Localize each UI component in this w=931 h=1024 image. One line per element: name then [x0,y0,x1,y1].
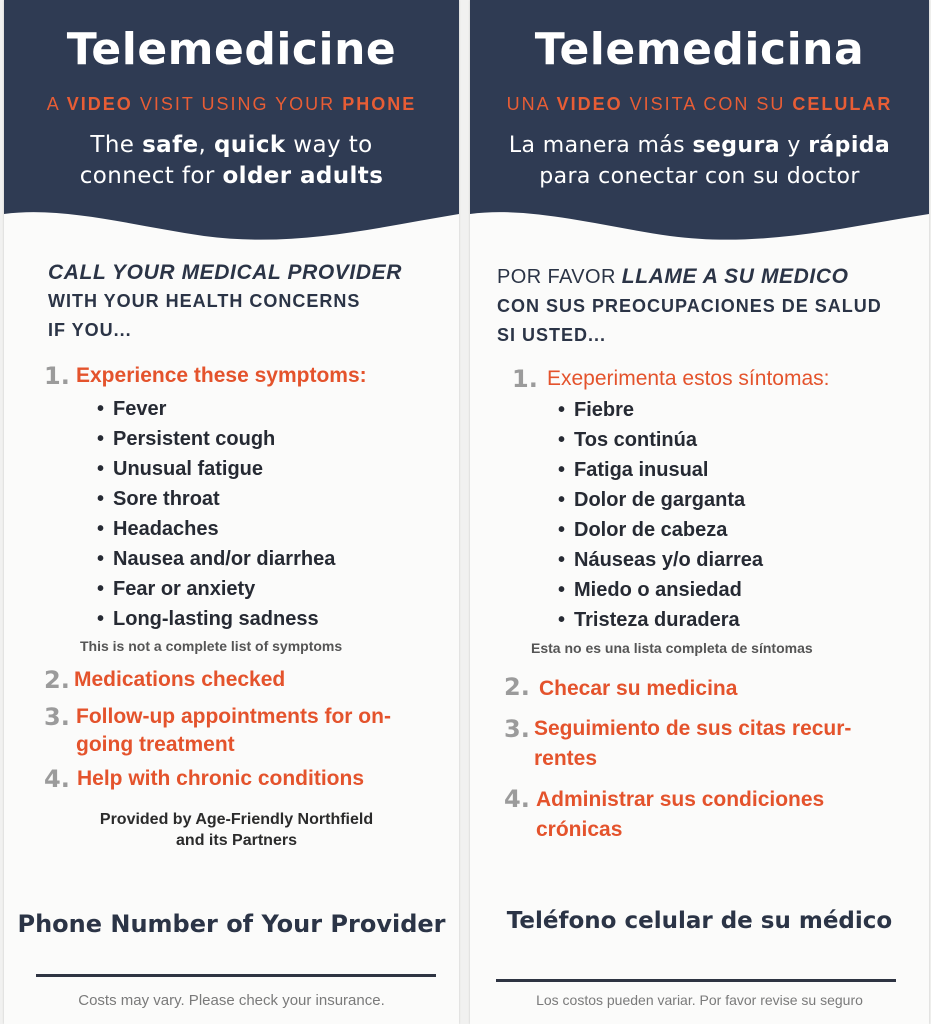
heading-line-1: POR FAVOR LLAME A SU MEDICO [497,265,849,288]
banner [4,0,459,250]
phone-write-line [36,974,436,977]
symptom-list [558,395,763,635]
call-heading [48,258,402,345]
list-item: Follow-up appointments for on-going treatment [76,705,391,756]
heading-line-2: WITH YOUR HEALTH CONCERNS [48,291,361,311]
list-item: Checar su medicina [539,677,738,700]
tagline: The safe, quick way to connect for older adults [79,132,384,189]
phone-label: Phone Number of Your Provider [17,910,446,938]
phone-label: Teléfono celular de su médico [506,908,893,934]
list-item: Help with chronic conditions [77,767,365,790]
spanish-card [470,0,929,1024]
list-item: Exeperimenta estos síntomas: [547,367,830,390]
list-item: Medications checked [74,668,286,691]
heading-line-3: SI USTED... [497,325,607,345]
symptom-item: • Miedo o ansiedad [558,575,763,605]
symptom-item: • Persistent cough [97,424,335,454]
list-item: Seguimiento de sus citas recur-rentes [534,717,852,770]
item-number: 2. [44,666,70,694]
symptom-note: Esta no es una lista completa de síntomas [531,640,813,656]
list-item: Administrar sus condiciones crónicas [536,788,825,841]
symptom-item: • Headaches [97,514,335,544]
symptom-item: • Dolor de cabeza [558,515,763,545]
symptom-item: • Fiebre [558,395,763,425]
item-number: 1. [44,362,70,390]
item-number: 1. [512,365,538,393]
symptom-item: • Fatiga inusual [558,455,763,485]
symptom-list [97,394,335,634]
subtitle: A VIDEO VISIT USING YOUR PHONE [46,94,417,114]
page-title: Telemedicine [66,24,397,75]
item-number: 3. [44,703,70,731]
symptom-item: • Náuseas y/o diarrea [558,545,763,575]
subtitle: UNA VIDEO VISITA CON SU CELULAR [506,94,893,114]
tagline: La manera más segura y rápida para conectar con su doctor [508,133,891,189]
english-card [4,0,459,1024]
provided-by: Provided by Age-Friendly Northfield and its Partners [99,811,374,849]
item-number: 4. [44,765,70,793]
item-number: 3. [504,715,530,743]
disclaimer: Los costos pueden variar. Por favor revise su seguro [536,992,863,1008]
symptom-item: • Tristeza duradera [558,605,763,635]
heading-line-3: IF YOU... [48,320,132,340]
heading-line-2: CON SUS PREOCUPACIONES DE SALUD [497,296,882,316]
symptom-item: • Tos continúa [558,425,763,455]
phone-write-line [496,979,896,982]
page-title: Telemedicina [534,24,865,75]
call-heading [497,262,882,350]
banner [470,0,929,250]
disclaimer: Costs may vary. Please check your insurance. [78,992,385,1009]
symptom-item: • Fever [97,394,335,424]
heading-line-1: CALL YOUR MEDICAL PROVIDER [48,261,402,284]
symptom-item: • Unusual fatigue [97,454,335,484]
item-number: 2. [504,673,530,701]
symptom-item: • Long-lasting sadness [97,604,335,634]
list-item: Experience these symptoms: [76,364,367,387]
symptom-note: This is not a complete list of symptoms [80,638,343,654]
item-number: 4. [504,785,530,813]
symptom-item: • Nausea and/or diarrhea [97,544,335,574]
symptom-item: • Dolor de garganta [558,485,763,515]
symptom-item: • Fear or anxiety [97,574,335,604]
symptom-item: • Sore throat [97,484,335,514]
